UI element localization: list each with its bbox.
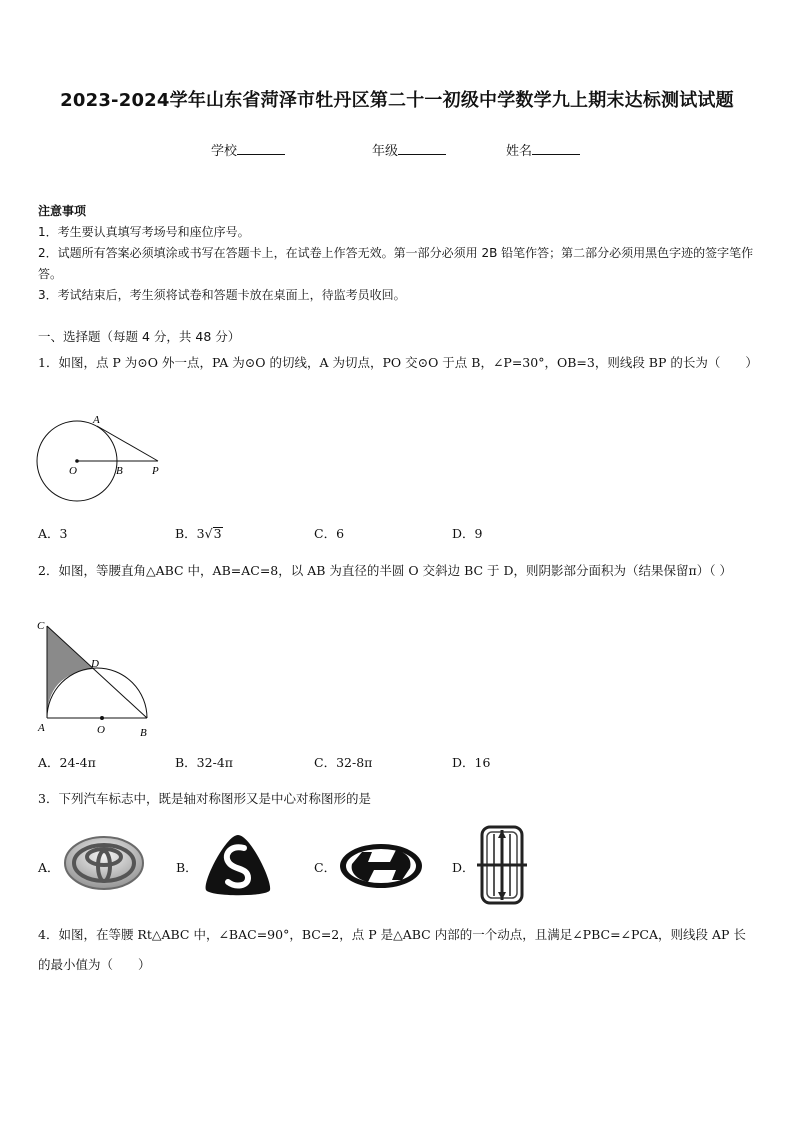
suzuki-s-logo-icon[interactable]: [200, 832, 276, 898]
option-a[interactable]: A．3: [38, 526, 68, 541]
toyota-logo-icon[interactable]: [62, 832, 146, 894]
question-2-figure: [34, 616, 160, 740]
center-dot: [75, 459, 79, 463]
name-label: 姓名: [506, 144, 533, 159]
tangent-pa: [97, 426, 158, 461]
question-1-figure: [34, 412, 170, 512]
hyundai-logo-icon[interactable]: [338, 842, 424, 890]
label-c: C: [37, 620, 45, 632]
option-d[interactable]: D．9: [452, 526, 483, 541]
center-dot: [100, 716, 104, 720]
shaded-region: [47, 626, 93, 718]
school-label: 学校: [211, 144, 238, 159]
option-b[interactable]: B．32-4π: [175, 755, 233, 770]
note-item: 2．试题所有答案必须填涂或书写在答题卡上，在试卷上作答无效。第一部分必须用 2B 铅笔作答；第二部分必须用黑色字迹的签字笔作答。: [38, 246, 754, 281]
label-a: A: [38, 722, 45, 734]
question-3-text: 3．下列汽车标志中，既是轴对称图形又是中心对称图形的是: [38, 791, 371, 806]
question-2-options: [38, 753, 758, 775]
option-d[interactable]: D．: [452, 860, 475, 875]
sqrt-icon: √: [204, 526, 213, 541]
option-b[interactable]: B．: [176, 860, 198, 875]
question-2-text: 2．如图，等腰直角△ABC 中，AB=AC=8，以 AB 为直径的半圆 O 交斜边 BC 于 D，则阴影部分面积为（结果保留π）（ ）: [38, 563, 732, 578]
label-d: D: [91, 658, 99, 670]
option-c[interactable]: C．6: [314, 526, 345, 541]
question-4-text: 4．如图，在等腰 Rt△ABC 中，∠BAC=90°，BC=2，点 P 是△ABC 内部的一个动点，且满足∠PBC=∠PCA，则线段 AP 长的最小值为（ ）: [38, 927, 746, 972]
grade-label: 年级: [372, 144, 399, 159]
question-1-options: [38, 524, 758, 546]
section-heading: 一、选择题（每题 4 分，共 48 分）: [38, 329, 241, 344]
question-1-text: 1．如图，点 P 为⊙O 外一点，PA 为⊙O 的切线，A 为切点，PO 交⊙O 于点 B，∠P=30°，OB=3，则线段 BP 的长为（ ）: [38, 355, 758, 370]
notes-heading: 注意事项: [38, 204, 87, 218]
option-a[interactable]: A．24-4π: [38, 755, 96, 770]
student-info-row: [0, 140, 794, 160]
label-b: B: [116, 465, 123, 477]
label-p: P: [152, 465, 159, 477]
option-b-prefix: B．3: [175, 526, 205, 541]
notes-list: [38, 222, 758, 306]
name-field[interactable]: [506, 140, 580, 159]
name-blank[interactable]: [532, 141, 580, 155]
option-a[interactable]: A．: [38, 860, 60, 875]
page-title: 2023-2024学年山东省菏泽市牡丹区第二十一初级中学数学九上期末达标测试试题: [60, 90, 734, 111]
grade-field[interactable]: [372, 140, 446, 159]
option-b[interactable]: [175, 524, 223, 542]
lincoln-logo-icon[interactable]: [476, 824, 528, 906]
option-b-radicand: 3: [213, 526, 222, 541]
label-o: O: [97, 724, 105, 736]
note-item: 1．考生要认真填写考场号和座位序号。: [38, 225, 250, 239]
school-blank[interactable]: [237, 141, 285, 155]
option-c[interactable]: C．32-8π: [314, 755, 373, 770]
label-a: A: [93, 414, 100, 426]
label-b: B: [140, 727, 147, 739]
note-item: 3．考试结束后，考生须将试卷和答题卡放在桌面上，待监考员收回。: [38, 288, 406, 302]
label-o: O: [69, 465, 77, 477]
option-c[interactable]: C．: [314, 860, 337, 875]
grade-blank[interactable]: [398, 141, 446, 155]
option-d[interactable]: D．16: [452, 755, 491, 770]
school-field[interactable]: [211, 140, 285, 159]
